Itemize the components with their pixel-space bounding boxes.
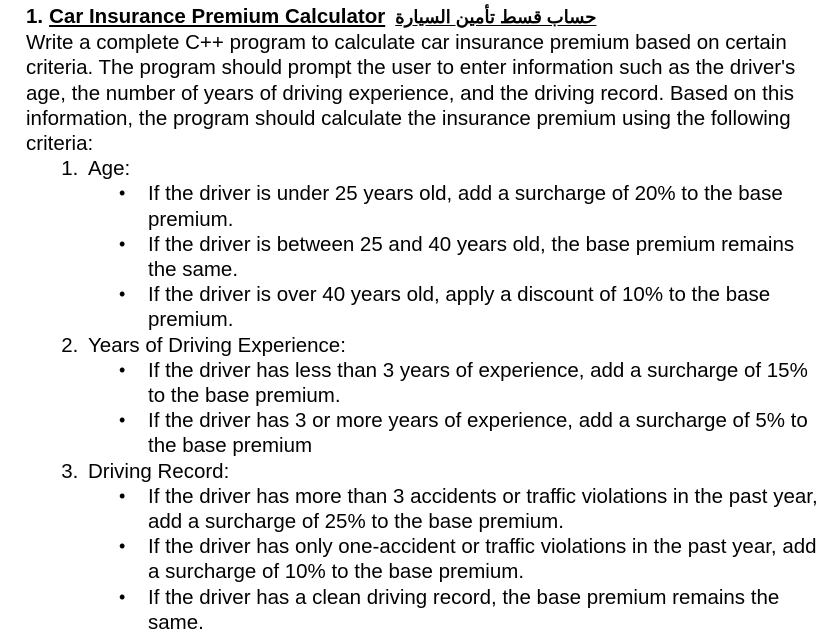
rule-item [119, 232, 826, 282]
rule-text: If the driver has only one-accident or traffic violations in the past year, add a surcharge of 10% to the base premium. [148, 535, 817, 584]
rule-text: If the driver has less than 3 years of experience, add a surcharge of 15% to the base premium. [148, 358, 808, 408]
rule-list [88, 181, 826, 332]
bullet-icon: • [119, 284, 126, 305]
rule-list [88, 484, 826, 635]
rule-item [119, 181, 826, 231]
rule-text: If the driver is under 25 years old, add a surcharge of 20% to the base premium. [148, 182, 783, 231]
rule-text: If the driver is over 40 years old, apply a discount of 10% to the base premium. [148, 283, 771, 332]
bullet-icon: • [119, 485, 126, 506]
question-number: 1. [26, 5, 44, 28]
question-title-arabic: حساب قسط تأمين السيارة [395, 7, 597, 27]
criteria-item-driving-record [84, 459, 826, 635]
rule-list [88, 358, 826, 459]
bullet-icon: • [119, 183, 126, 204]
rule-item [119, 282, 826, 332]
criteria-item-experience [84, 333, 826, 459]
question-title: Car Insurance Premium Calculator [49, 5, 386, 28]
criteria-list [26, 156, 826, 635]
bullet-icon: • [119, 359, 126, 380]
bullet-icon: • [119, 536, 126, 557]
bullet-icon: • [119, 586, 126, 607]
rule-item [119, 534, 826, 584]
criteria-item-age [84, 156, 826, 332]
intro-paragraph: Write a complete C++ program to calculate car insurance premium based on certain criteria. The program should prompt the user to enter information such as the driver's age, the number of years of driving experience, and the driving record. Based on this information, the program should calculate the insurance premium using the following criteria: [26, 31, 796, 156]
document [26, 4, 826, 635]
rule-text: If the driver has more than 3 accidents or traffic violations in the past year, add a surcharge of 25% to the base premium. [148, 484, 818, 534]
rule-text: If the driver has a clean driving record, the base premium remains the same. [148, 585, 780, 634]
bullet-icon: • [119, 233, 126, 254]
rule-item [119, 408, 826, 458]
criteria-label: Driving Record: [88, 459, 230, 483]
criteria-label: Years of Driving Experience: [88, 333, 346, 357]
rule-text: If the driver has 3 or more years of experience, add a surcharge of 5% to the base premium [148, 409, 808, 458]
bullet-icon: • [119, 410, 126, 431]
rule-text: If the driver is between 25 and 40 years old, the base premium remains the same. [148, 232, 795, 282]
question-heading [26, 4, 826, 30]
rule-item [119, 484, 826, 534]
rule-item [119, 358, 826, 408]
criteria-label: Age: [88, 157, 131, 181]
rule-item [119, 585, 826, 635]
